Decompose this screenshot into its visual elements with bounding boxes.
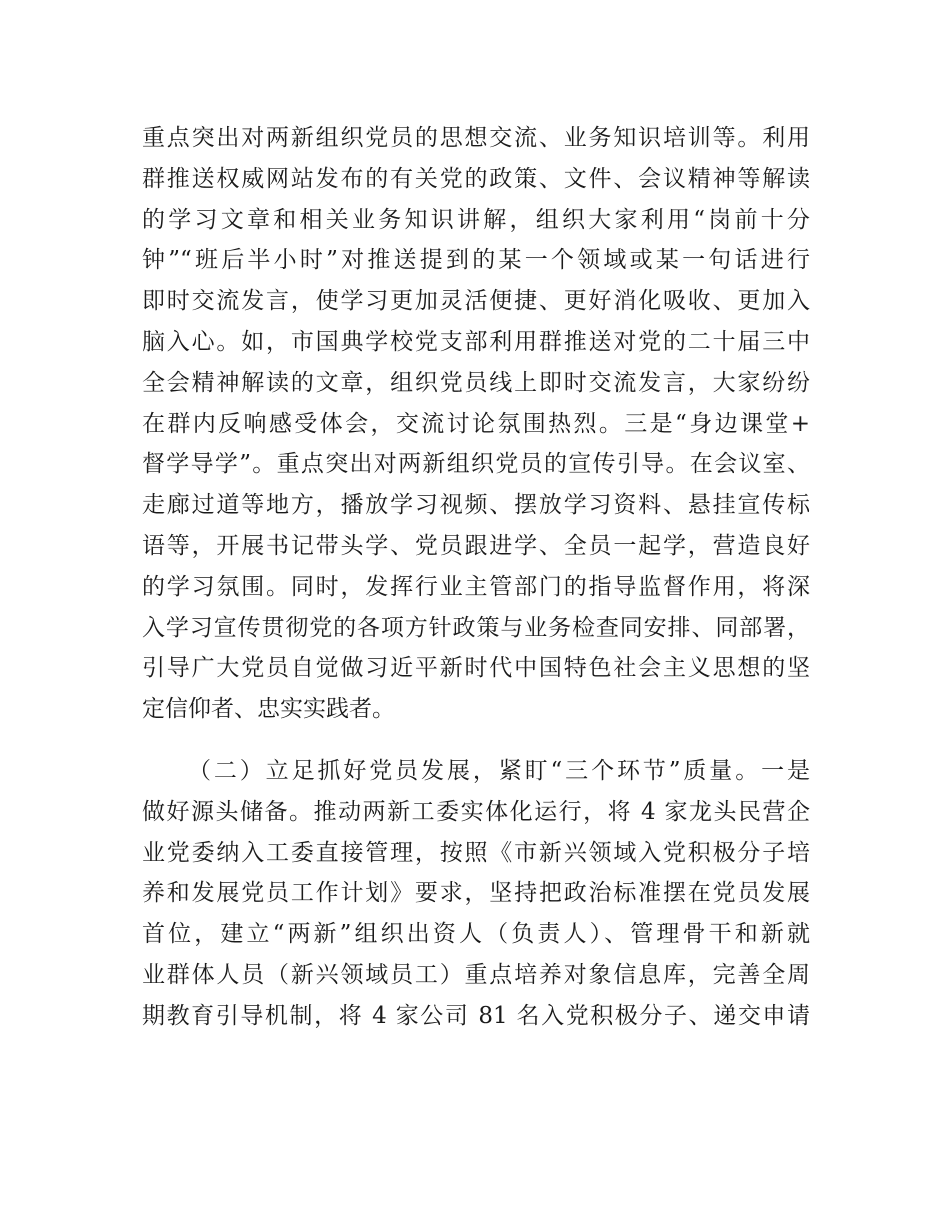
paragraph-member-development [142,751,810,1037]
text-line: 业党委纳入工委直接管理，按照《市新兴领域入党积极分子培 [142,839,810,866]
paragraph-party-study [142,118,810,730]
text-line: 群推送权威网站发布的有关党的政策、文件、会议精神等解读 [142,165,810,192]
text-line: 即时交流发言，使学习更加灵活便捷、更好消化吸收、更加入 [142,288,810,315]
text-line: 定信仰者、忠实实践者。 [142,696,395,723]
text-line: 脑入心。如，市国典学校党支部利用群推送对党的二十届三中 [142,328,810,355]
text-line: 语等，开展书记带头学、党员跟进学、全员一起学，营造良好 [142,532,810,559]
text-line: 引导广大党员自觉做习近平新时代中国特色社会主义思想的坚 [142,655,810,682]
text-line: 入学习宣传贯彻党的各项方针政策与业务检查同安排、同部署， [142,614,810,641]
text-line: 在群内反响感受体会，交流讨论氛围热烈。三是“身边课堂+ [142,410,810,437]
text-line: 的学习文章和相关业务知识讲解，组织大家利用“岗前十分 [142,206,810,233]
text-line: 的学习氛围。同时，发挥行业主管部门的指导监督作用，将深 [142,573,810,600]
text-line: 期教育引导机制，将 4 家公司 81 名入党积极分子、递交申请 [142,1002,810,1029]
text-line: 做好源头储备。推动两新工委实体化运行，将 4 家龙头民营企 [142,798,810,825]
text-line: 走廊过道等地方，播放学习视频、摆放学习资料、悬挂宣传标 [142,492,810,519]
text-line-indented: （二）立足抓好党员发展，紧盯“三个环节”质量。一是 [188,758,810,784]
text-line: 首位，建立“两新”组织出资人（负责人）、管理骨干和新就 [142,921,810,948]
text-line: 全会精神解读的文章，组织党员线上即时交流发言，大家纷纷 [142,369,810,396]
text-line: 养和发展党员工作计划》要求，坚持把政治标准摆在党员发展 [142,880,810,907]
text-line: 业群体人员（新兴领域员工）重点培养对象信息库，完善全周 [142,961,810,988]
text-line: 重点突出对两新组织党员的思想交流、业务知识培训等。利用 [142,125,810,151]
text-line: 督学导学”。重点突出对两新组织党员的宣传引导。在会议室、 [142,451,810,478]
text-line: 钟”“班后半小时”对推送提到的某一个领域或某一句话进行 [142,247,810,274]
